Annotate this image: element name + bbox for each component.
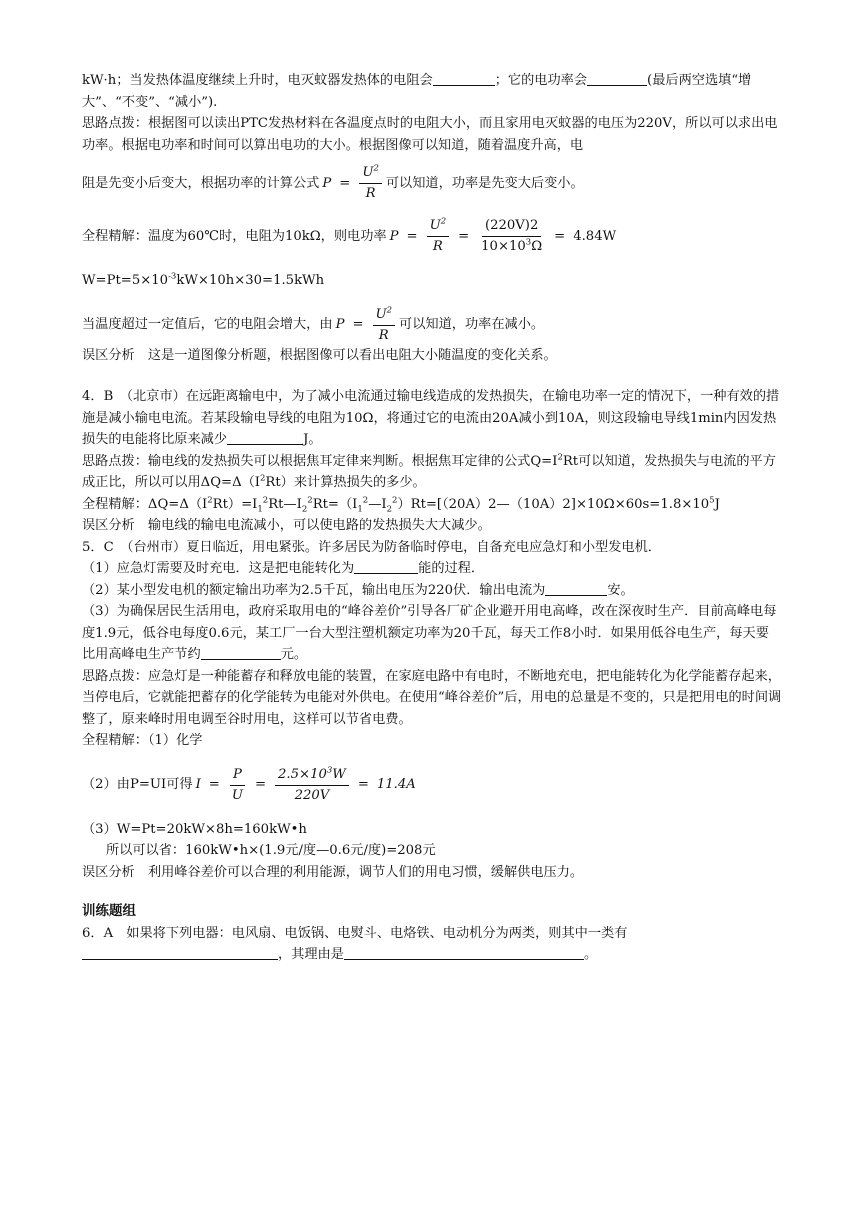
answer-blank <box>545 581 607 596</box>
q5-solution-3: （3）W=Pt=20kW×8h=160kW•h <box>82 821 307 837</box>
answer-blank <box>354 559 418 574</box>
q3-line1: kW·h；当发热体温度继续上升时，电灭蚊器发热体的电阻会 ；它的电功率会 (最后两空选填“增大”、“不变”、“减小”). <box>82 73 752 110</box>
q4-hint: 思路点拨：输电线的发热损失可以根据焦耳定律来判断。根据焦耳定律的公式$Q=I^2Rt$可以知道，发热损失与电流的平方成正比，所以可以用$\Delta Q=\Delta(I^2Rt)$来计算热损失的多少。 <box>82 452 776 490</box>
q3-temp-line: 当温度超过一定值后，它的电阻会增大，由 P = $\frac{U^2}{R}$ 可以知道，功率在减小。 <box>82 305 545 343</box>
q5-solution-1: 全程精解：（1）化学 <box>82 733 203 748</box>
numeric-fraction: $\frac{2.5\times 10^3W}{220V}$ <box>275 766 349 805</box>
document-page <box>82 70 782 966</box>
q5-solution-3b: 所以可以省：160kW•h×(1.9元/度—0.6元/度)=208元 <box>106 843 436 858</box>
q5-solution-2: （2）由P=UI可得 I = $\frac{P}{U}$ = $\frac{2.5\times 10^3W}{220V}$ = 11.4A <box>82 765 416 803</box>
q5-hint: 思路点拨：应急灯是一种能蓄存和释放电能的装置，在家庭电路中有电时，不断地充电，把电能转化为化学能蓄存起来，当停电后，它就能把蓄存的化学能转为电能对外供电。在使用“峰谷差价”后，用电的总量是不变的，只是把用电的时间调整了，原来峰时用电调至谷时用电，这样可以节省电费。 <box>82 668 782 727</box>
q5-part1: （1）应急灯需要及时充电．这是把电能转化为 能的过程． <box>82 561 485 576</box>
section-title: 训练题组 <box>82 903 136 919</box>
q4-error-analysis: 误区分析 输电线的输电电流减小，可以使电路的发热损失大大减少。 <box>82 518 491 533</box>
current-formula-fraction: $\frac{P}{U}$ <box>231 766 243 803</box>
q6-question: 6．A 如果将下列电器：电风扇、电饭锅、电熨斗、电烙铁、电动机分为两类，则其中一类有，其理由是 。 <box>82 925 628 962</box>
answer-blank <box>201 645 281 660</box>
q4-solution: 全程精解：$\Delta Q=\Delta(I^2Rt)=I_1^2Rt—I_2^2Rt=(I_1^2—I_2^2)Rt=[(20A)2—(10A)2]\times 10\Omega\times 60s=1.8\times 10^5J$ <box>82 495 720 515</box>
q5-error-analysis: 误区分析 利用峰谷差价可以合理的利用能源，调节人们的用电习惯，缓解供电压力。 <box>82 864 584 880</box>
answer-blank <box>227 430 303 445</box>
q3-work-line: $W=Pt=5\times 10^{-3}kW\times 10h\times 30=1.5kWh$ <box>82 271 325 288</box>
q3-solution-formula: 全程精解：温度为60℃时，电阻为10kΩ，则电功率 P = $\frac{U^2}{R}$ = $\frac{(220V)2}{10\times 10^3\Omega}$ = 4.84W <box>82 216 617 254</box>
q3-hint-formula-line: 阻是先变小后变大，根据功率的计算公式 P = $\frac{U^2}{R}$ 可以知道，功率是先变大后变小。 <box>82 163 584 201</box>
answer-blank <box>587 71 647 86</box>
q5-intro: 5．C （台州市）夏日临近，用电紧张。许多居民为防备临时停电，自备充电应急灯和小型发电机． <box>82 539 661 555</box>
q3-hint: 思路点拨：根据图可以读出PTC发热材料在各温度点时的电阻大小，而且家用电灭蚊器的电压为220V，所以可以求出电功率。根据电功率和时间可以算出电功的大小。根据图像可以知道，随着温度升高，电 <box>82 116 778 153</box>
q3-error-analysis: 误区分析 这是一道图像分析题，根据图像可以看出电阻大小随温度的变化关系。 <box>82 347 557 363</box>
answer-blank <box>433 71 495 86</box>
q5-part2: （2）某小型发电机的额定输出功率为2.5千瓦，输出电压为220伏．输出电流为 安。 <box>82 582 634 598</box>
power-formula-fraction: $\frac{U^2}{R}$ <box>359 164 382 203</box>
answer-blank <box>82 945 278 960</box>
answer-blank <box>344 945 584 960</box>
power-formula-fraction: $\frac{U^2}{R}$ <box>373 306 396 345</box>
power-formula-fraction: $\frac{U^2}{R}$ <box>427 217 450 256</box>
q5-part3: （3）为确保居民生活用电，政府采取用电的“峰谷差价”引导各厂矿企业避开用电高峰，改在深夜时生产．目前高峰电每度1.9元，低谷电每度0.6元，某工厂一台大型注塑机额定功率为20千瓦，每天工作8小时．如果用低谷电生产，每天要比用高峰电生产节约 元。 <box>82 604 777 662</box>
q4-question: 4．B （北京市）在远距离输电中，为了减小电流通过输电线造成的发热损失，在输电功率一定的情况下，一种有效的措施是减小输电电流。若某段输电导线的电阻为10Ω，将通过它的电流由20A减小到10A，则这段输电导线1min内因发热损失的电能将比原来减少 J。 <box>82 389 780 447</box>
numeric-fraction: $\frac{(220V)2}{10\times 10^3\Omega}$ <box>481 218 543 254</box>
